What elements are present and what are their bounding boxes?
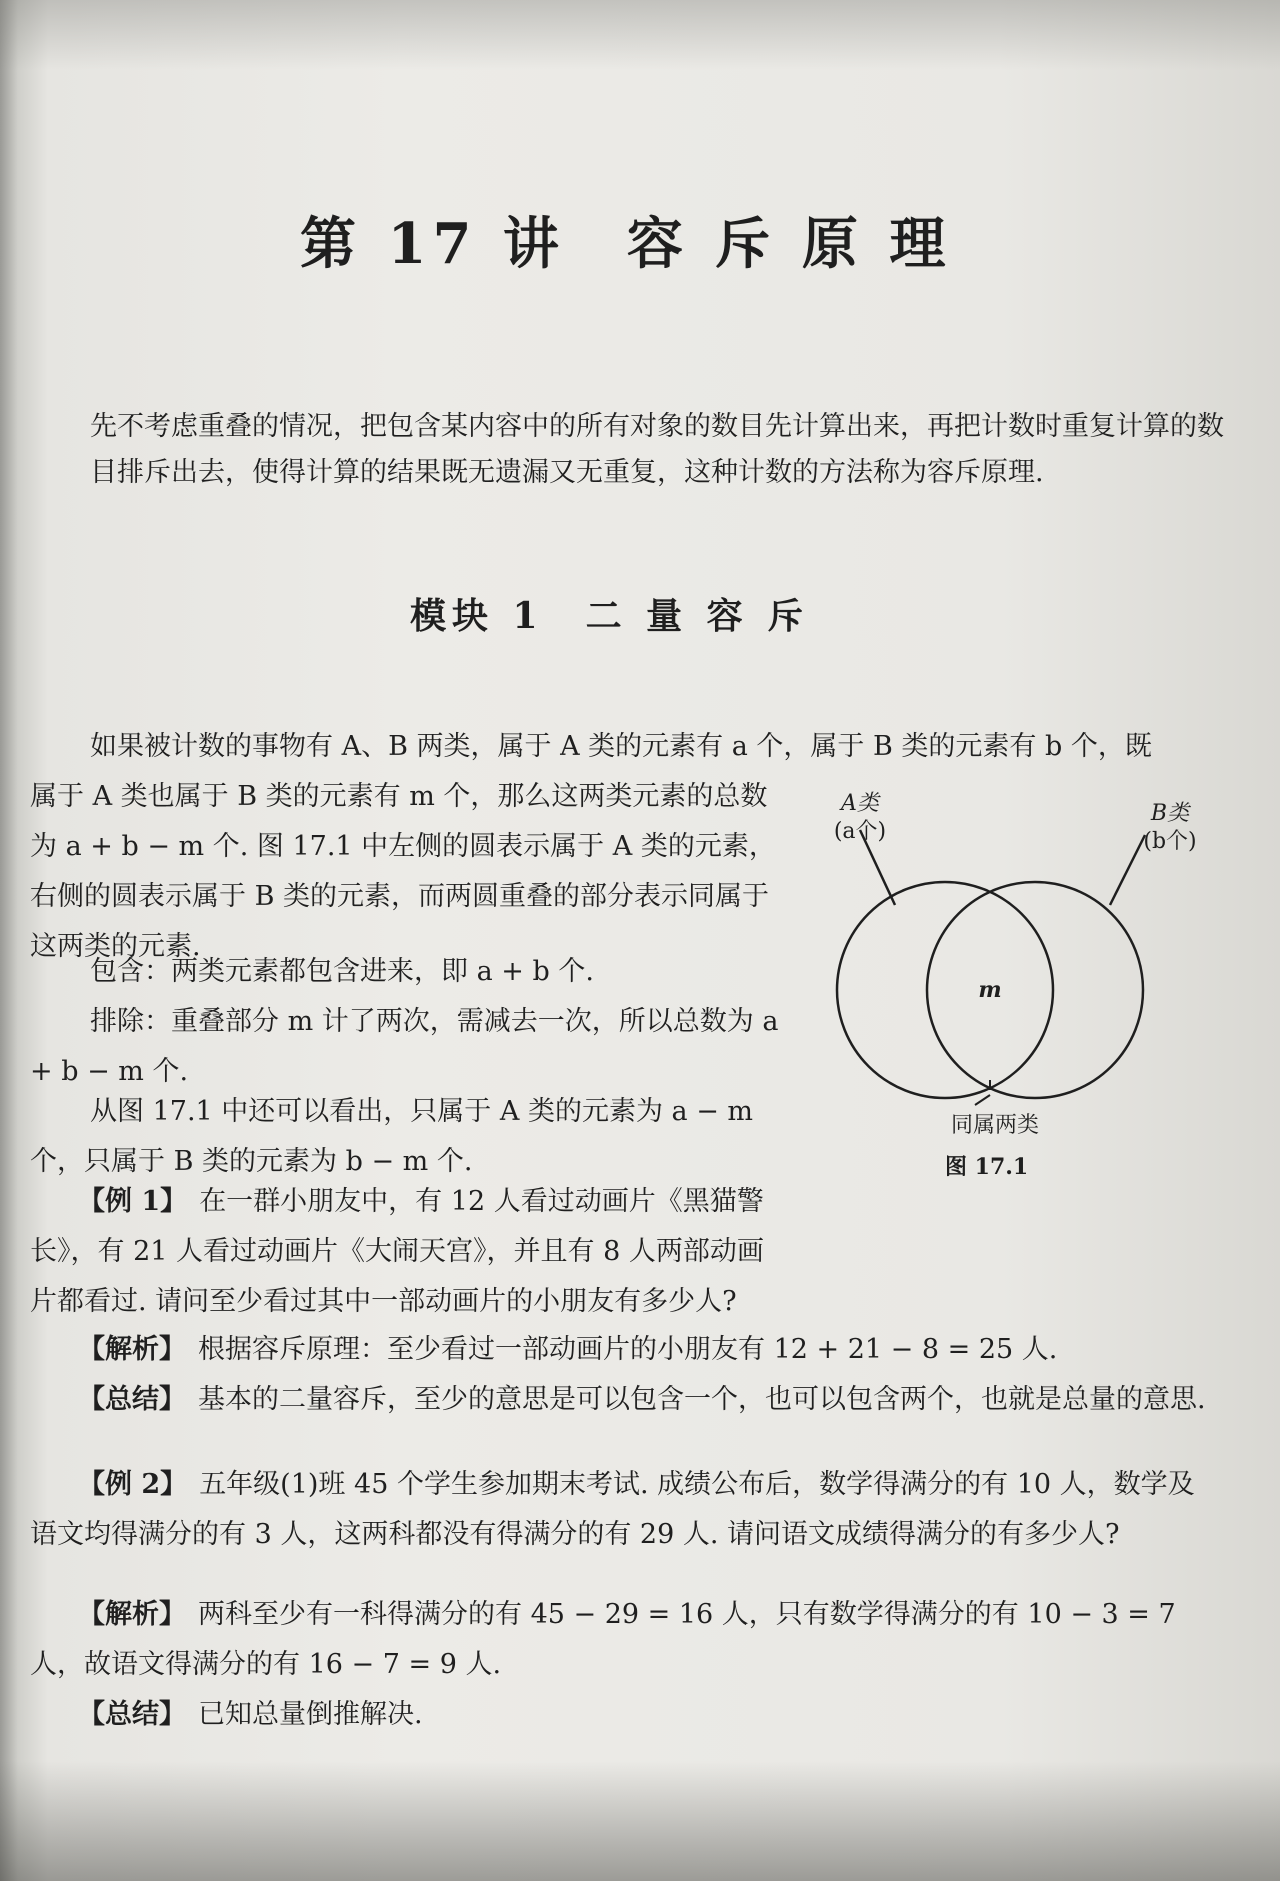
summary-tag: 【总结】: [78, 1384, 186, 1415]
solution-1: [30, 1325, 1210, 1375]
example-tag: 【例 1】: [78, 1186, 188, 1217]
lecture-title: 第 17 讲 容 斥 原 理: [300, 211, 952, 277]
label-a-name: A类: [841, 791, 879, 816]
example-1: [30, 1177, 780, 1327]
overlap-label: m: [978, 977, 1002, 1003]
summary-2: [30, 1690, 1210, 1740]
example-text: 在一群小朋友中，有 12 人看过动画片《黑猫警长》，有 21 人看过动画片《大闹天宫》，并且有 8 人两部动画片都看过. 请问至少看过其中一部动画片的小朋友有多少人?: [30, 1186, 764, 1317]
label-a-count: (a个): [833, 819, 887, 844]
summary-text: 基本的二量容斥，至少的意思是可以包含一个，也可以包含两个，也就是总量的意思.: [198, 1384, 1206, 1415]
intro-paragraph: 先不考虑重叠的情况，把包含某内容中的所有对象的数目先计算出来，再把计数时重复计算的数目排斥出去，使得计算的结果既无遗漏又无重复，这种计数的方法称为容斥原理.: [90, 411, 1224, 488]
solution-text: 根据容斥原理：至少看过一部动画片的小朋友有 12 + 21 − 8 = 25 人.: [198, 1334, 1058, 1365]
summary-tag: 【总结】: [78, 1699, 186, 1730]
summary-1: [30, 1375, 1210, 1425]
exclude-text: 排除：重叠部分 m 计了两次，需减去一次，所以总数为 a + b − m 个.: [30, 1006, 779, 1087]
venn-diagram: [800, 790, 1230, 1180]
circle-a: [837, 882, 1053, 1098]
top-shadow: [0, 0, 1280, 70]
bottom-shadow: [0, 1761, 1280, 1881]
label-b-name: B类: [1150, 801, 1190, 826]
module-title: 模块 1 二 量 容 斥: [410, 595, 810, 637]
solution-tag: 【解析】: [78, 1599, 186, 1630]
circle-b: [927, 882, 1143, 1098]
include-text: 包含：两类元素都包含进来，即 a + b 个.: [90, 956, 594, 987]
overlap-caption: 同属两类: [950, 1113, 1039, 1138]
solution-tag: 【解析】: [78, 1334, 186, 1365]
figure-caption: 图 17.1: [945, 1154, 1029, 1180]
example-text: 五年级(1)班 45 个学生参加期末考试. 成绩公布后，数学得满分的有 10 人，数学及语文均得满分的有 3 人，这两科都没有得满分的有 29 人. 请问语文成绩得满分的有多少人?: [30, 1469, 1195, 1550]
label-a: [820, 790, 900, 846]
paragraph-line: 如果被计数的事物有 A、B 两类，属于 A 类的元素有 a 个，属于 B 类的元素有 b 个，既: [90, 731, 1152, 762]
solution-text: 两科至少有一科得满分的有 45 − 29 = 16 人，只有数学得满分的有 10 − 3 = 7 人，故语文得满分的有 16 − 7 = 9 人.: [30, 1599, 1176, 1680]
observe-text: 从图 17.1 中还可以看出，只属于 A 类的元素为 a − m 个，只属于 B 类的元素为 b − m 个.: [30, 1096, 754, 1177]
label-b: [1130, 800, 1210, 856]
paragraph: 属于 A 类也属于 B 类的元素有 m 个，那么这两类元素的总数为 a + b − m 个. 图 17.1 中左侧的圆表示属于 A 类的元素，右侧的圆表示属于 B 类的元素，而两圆重叠的部分表示同属于这两类的元素.: [30, 781, 776, 962]
solution-2: [30, 1590, 1210, 1690]
label-b-count: (b个): [1143, 829, 1197, 854]
example-tag: 【例 2】: [78, 1469, 188, 1500]
summary-text: 已知总量倒推解决.: [198, 1699, 423, 1730]
example-2: [30, 1460, 1210, 1560]
pointer-overlap: [975, 1095, 990, 1105]
